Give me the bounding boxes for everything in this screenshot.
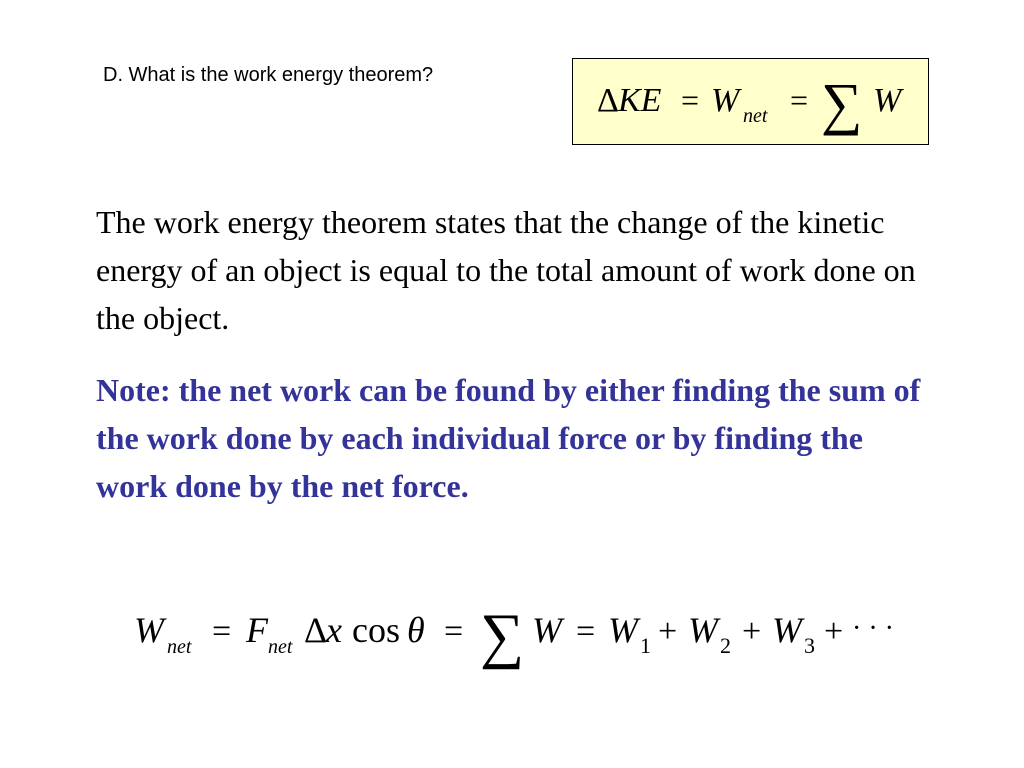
- theorem-statement: The work energy theorem states that the change of the kinetic energy of an object is equal to the total amount of work done on the object.: [96, 204, 916, 336]
- equals-sign: =: [681, 82, 700, 118]
- equals-sign: =: [212, 613, 232, 650]
- net-subscript: net: [167, 636, 192, 658]
- theta-symbol: θ: [407, 610, 425, 650]
- ke-symbol: KE: [618, 82, 662, 119]
- work-energy-formula-box: [572, 58, 929, 145]
- equals-sign: =: [576, 613, 596, 650]
- net-subscript: net: [268, 636, 293, 658]
- work-2-symbol: W: [688, 610, 718, 650]
- ellipsis: · · ·: [852, 613, 894, 644]
- force-symbol: F: [246, 610, 268, 650]
- sigma-symbol: ∑: [821, 71, 863, 136]
- question-heading: D. What is the work energy theorem?: [103, 64, 434, 86]
- work-symbol: W: [532, 610, 562, 650]
- work-energy-formula: [573, 59, 930, 146]
- work-symbol: W: [134, 610, 164, 650]
- sigma-symbol: ∑: [480, 602, 525, 670]
- net-work-note: Note: the net work can be found by either finding the sum of the work done by each individual force or by finding the work done by the net force.: [96, 372, 921, 504]
- equals-sign: =: [444, 613, 464, 650]
- subscript-3: 3: [804, 633, 815, 658]
- cos-function: cos: [352, 610, 400, 650]
- plus-sign: +: [742, 613, 762, 650]
- x-symbol: x: [326, 610, 342, 650]
- delta-symbol: Δ: [597, 82, 619, 119]
- net-work-equation: [120, 592, 910, 672]
- subscript-2: 2: [720, 633, 731, 658]
- subscript-1: 1: [640, 633, 651, 658]
- plus-sign: +: [658, 613, 678, 650]
- work-1-symbol: W: [608, 610, 638, 650]
- work-3-symbol: W: [772, 610, 802, 650]
- net-subscript: net: [743, 105, 768, 127]
- work-symbol: W: [711, 82, 740, 119]
- work-symbol: W: [873, 82, 902, 119]
- delta-symbol: Δ: [304, 610, 328, 650]
- equals-sign: =: [790, 82, 809, 118]
- plus-sign: +: [824, 613, 844, 650]
